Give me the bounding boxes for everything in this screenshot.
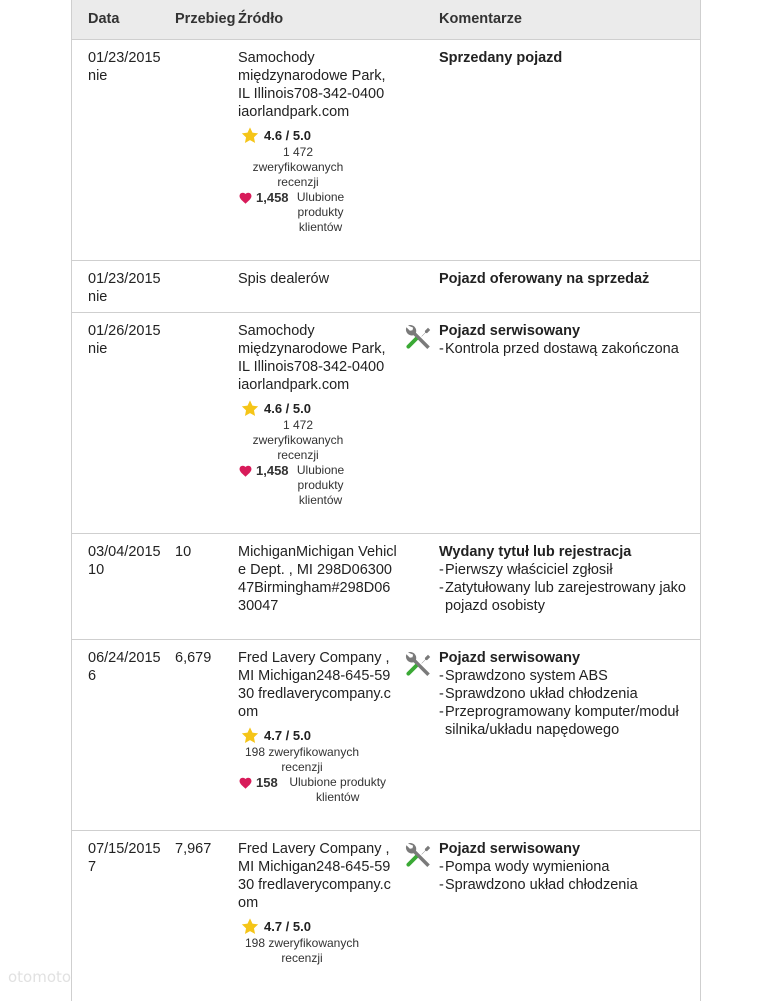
vehicle-history-table xyxy=(71,0,701,1001)
comment-item: - Sprawdzono układ chłodzenia xyxy=(439,686,638,702)
row-date: 07/15/2015 7 xyxy=(88,841,161,875)
table-row xyxy=(72,831,700,1001)
row-comments xyxy=(439,49,695,67)
row-date: 03/04/2015 10 xyxy=(88,544,161,578)
row-date: 01/23/2015 nie xyxy=(88,271,161,305)
comment-item: - Sprawdzono układ chłodzenia xyxy=(439,877,638,893)
row-comments xyxy=(439,322,695,358)
column-header-source: Źródło xyxy=(238,11,284,27)
favorite-products: 1,458 Ulubione produkty klientów xyxy=(238,463,398,508)
table-row xyxy=(72,640,700,831)
row-source xyxy=(238,840,398,966)
heart-icon xyxy=(239,777,252,789)
dealer-rating: 4.7 / 5.0 xyxy=(238,726,398,745)
watermark: otomoto xyxy=(8,968,72,986)
dealer-rating: 4.7 / 5.0 xyxy=(238,917,398,936)
dealer-rating: 4.6 / 5.0 xyxy=(238,126,398,145)
comment-item: - Przeprogramowany komputer/moduł silnika/układu napędowego xyxy=(439,704,679,738)
comment-title: Pojazd oferowany na sprzedaż xyxy=(439,271,650,287)
source-text: Samochody międzynarodowe Park, IL Illinois708-342-0400 iaorlandpark.com xyxy=(238,323,386,393)
favorite-products: 1,458 Ulubione produkty klientów xyxy=(238,190,398,235)
star-icon xyxy=(240,917,260,936)
comment-item: - Pierwszy właściciel zgłosił xyxy=(439,562,613,578)
verified-reviews-link[interactable]: 1 472 zweryfikowanych recenzji xyxy=(252,145,344,189)
row-date: 06/24/2015 6 xyxy=(88,650,161,684)
table-row xyxy=(72,313,700,534)
row-date: 01/26/2015 nie xyxy=(88,323,161,357)
star-icon xyxy=(240,126,260,145)
source-text: Samochody międzynarodowe Park, IL Illinois708-342-0400 iaorlandpark.com xyxy=(238,50,386,120)
row-mileage: 10 xyxy=(175,544,192,560)
comment-item: - Pompa wody wymieniona xyxy=(439,859,610,875)
heart-icon xyxy=(239,192,252,204)
verified-reviews-link[interactable]: 198 zweryfikowanych recenzji xyxy=(244,745,360,774)
dealer-rating: 4.6 / 5.0 xyxy=(238,399,398,418)
row-date: 01/23/2015 nie xyxy=(88,50,161,84)
table-row xyxy=(72,40,700,261)
row-source xyxy=(238,649,398,805)
column-header-comments: Komentarze xyxy=(439,11,522,27)
wrench-icon xyxy=(403,650,433,678)
column-header-mileage: Przebieg xyxy=(175,11,236,27)
table-row xyxy=(72,261,700,313)
comment-item: - Sprawdzono system ABS xyxy=(439,668,608,684)
verified-reviews-link[interactable]: 1 472 zweryfikowanych recenzji xyxy=(252,418,344,462)
row-comments xyxy=(439,270,695,288)
source-text: Fred Lavery Company , MI Michigan248-645-5930 fredlaverycompany.com xyxy=(238,841,391,911)
source-text: Fred Lavery Company , MI Michigan248-645-5930 fredlaverycompany.com xyxy=(238,650,391,720)
row-comments xyxy=(439,543,695,615)
comment-title: Pojazd serwisowany xyxy=(439,323,581,339)
star-icon xyxy=(240,399,260,418)
row-source xyxy=(238,322,398,508)
table-row xyxy=(72,534,700,640)
comment-title: Pojazd serwisowany xyxy=(439,841,581,857)
row-comments xyxy=(439,649,695,739)
row-comments xyxy=(439,840,695,894)
row-mileage: 7,967 xyxy=(175,841,212,857)
wrench-icon xyxy=(403,323,433,351)
column-header-date: Data xyxy=(88,11,120,27)
verified-reviews-link[interactable]: 198 zweryfikowanych recenzji xyxy=(244,936,360,965)
row-source: MichiganMichigan Vehicle Dept. , MI 298D0630047Birmingham#298D0630047 xyxy=(238,544,397,614)
row-mileage: 6,679 xyxy=(175,650,212,666)
heart-icon xyxy=(239,465,252,477)
favorite-products: 158 Ulubione produkty klientów xyxy=(238,775,398,805)
comment-title: Wydany tytuł lub rejestracja xyxy=(439,544,632,560)
table-header xyxy=(72,0,700,40)
star-icon xyxy=(240,726,260,745)
comment-item: - Kontrola przed dostawą zakończona xyxy=(439,341,679,357)
comment-title: Pojazd serwisowany xyxy=(439,650,581,666)
comment-item: - Zatytułowany lub zarejestrowany jako pojazd osobisty xyxy=(439,580,686,614)
comment-title: Sprzedany pojazd xyxy=(439,50,563,66)
wrench-icon xyxy=(403,841,433,869)
row-source xyxy=(238,49,398,235)
row-source: Spis dealerów xyxy=(238,271,330,287)
